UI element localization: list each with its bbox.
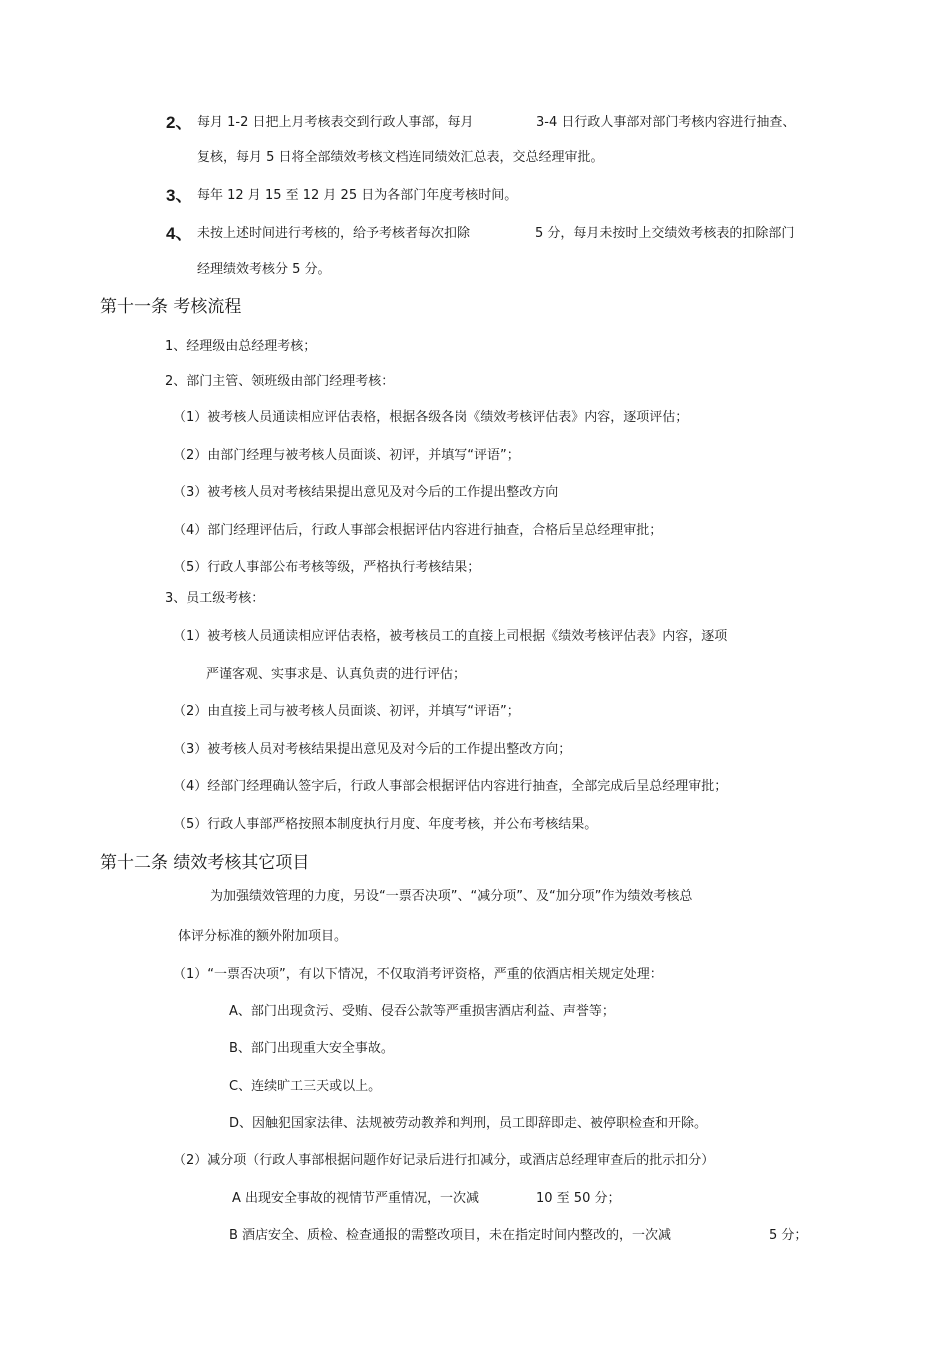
s11-p2-2: （2）由部门经理与被考核人员面谈、初评，并填写“评语”； [173,448,520,463]
s12-veto-d: D、因触犯国家法律、法规被劳动教养和判刑，员工即辞即走、被停职检查和开除。 [229,1116,708,1131]
s11-p3-2: （2）由直接上司与被考核人员面谈、初评，并填写“评语”； [173,704,520,719]
s12-veto-a: A、部门出现贪污、受贿、侵吞公款等严重损害酒店利益、声誉等； [229,1004,615,1019]
section-12-heading: 第十二条 绩效考核其它项目 [100,853,310,873]
s11-p3-1a: （1）被考核人员通读相应评估表格，被考核员工的直接上司根据《绩效考核评估表》内容，逐项 [173,629,728,644]
s12-intro-b: 体评分标准的额外附加项目。 [178,929,348,944]
item-4-line-1a: 未按上述时间进行考核的，给予考核者每次扣除 [197,226,471,241]
s11-p2: 2、部门主管、领班级由部门经理考核： [165,374,395,389]
s11-p3: 3、员工级考核： [165,591,265,606]
s12-veto: （1）“一票否决项”，有以下情况，不仅取消考评资格，严重的依酒店相关规定处理： [173,967,663,982]
s12-deduct-a-points: 10 至 50 分； [536,1191,621,1206]
item-3-line-1: 每年 12 月 15 至 12 月 25 日为各部门年度考核时间。 [197,188,518,203]
s12-deduct-a-text: A 出现安全事故的视情节严重情况，一次减 [232,1191,480,1206]
s11-p2-1: （1）被考核人员通读相应评估表格，根据各级各岗《绩效考核评估表》内容，逐项评估； [173,410,689,425]
s11-p2-3: （3）被考核人员对考核结果提出意见及对今后的工作提出整改方向 [173,485,559,500]
item-2-line-1b: 3-4 日行政人事部对部门考核内容进行抽查、 [536,115,796,130]
s11-p2-4: （4）部门经理评估后，行政人事部会根据评估内容进行抽查，合格后呈总经理审批； [173,523,663,538]
s12-veto-c: C、连续旷工三天或以上。 [229,1079,382,1094]
s12-veto-b: B、部门出现重大安全事故。 [229,1041,394,1056]
s11-p3-5: （5）行政人事部严格按照本制度执行月度、年度考核，并公布考核结果。 [173,817,598,832]
section-11-heading: 第十一条 考核流程 [100,297,242,317]
s11-p2-5: （5）行政人事部公布考核等级，严格执行考核结果； [173,560,481,575]
s11-p1: 1、经理级由总经理考核； [165,339,317,354]
item-2-line-2: 复核，每月 5 日将全部绩效考核文档连同绩效汇总表，交总经理审批。 [197,150,604,165]
item-number-2: 2、 [166,113,193,132]
s11-p3-1b: 严谨客观、实事求是、认真负责的进行评估； [206,667,467,682]
item-number-3: 3、 [166,186,193,205]
s12-deduct-b-points: 5 分； [769,1228,808,1243]
item-4-line-2: 经理绩效考核分 5 分。 [197,262,331,277]
s12-deduct-b-text: B 酒店安全、质检、检查通报的需整改项目，未在指定时间内整改的，一次减 [229,1228,672,1243]
item-2-line-1a: 每月 1-2 日把上月考核表交到行政人事部，每月 [197,115,474,130]
s12-deduct: （2）减分项（行政人事部根据问题作好记录后进行扣减分，或酒店总经理审查后的批示扣分） [173,1153,715,1168]
s11-p3-3: （3）被考核人员对考核结果提出意见及对今后的工作提出整改方向； [173,742,572,757]
item-number-4: 4、 [166,224,193,243]
s12-intro-a: 为加强绩效管理的力度，另设“一票否决项”、“减分项”、及“加分项”作为绩效考核总 [210,889,693,904]
item-4-line-1b: 5 分，每月未按时上交绩效考核表的扣除部门 [535,226,795,241]
s11-p3-4: （4）经部门经理确认签字后，行政人事部会根据评估内容进行抽查，全部完成后呈总经理审批； [173,779,728,794]
